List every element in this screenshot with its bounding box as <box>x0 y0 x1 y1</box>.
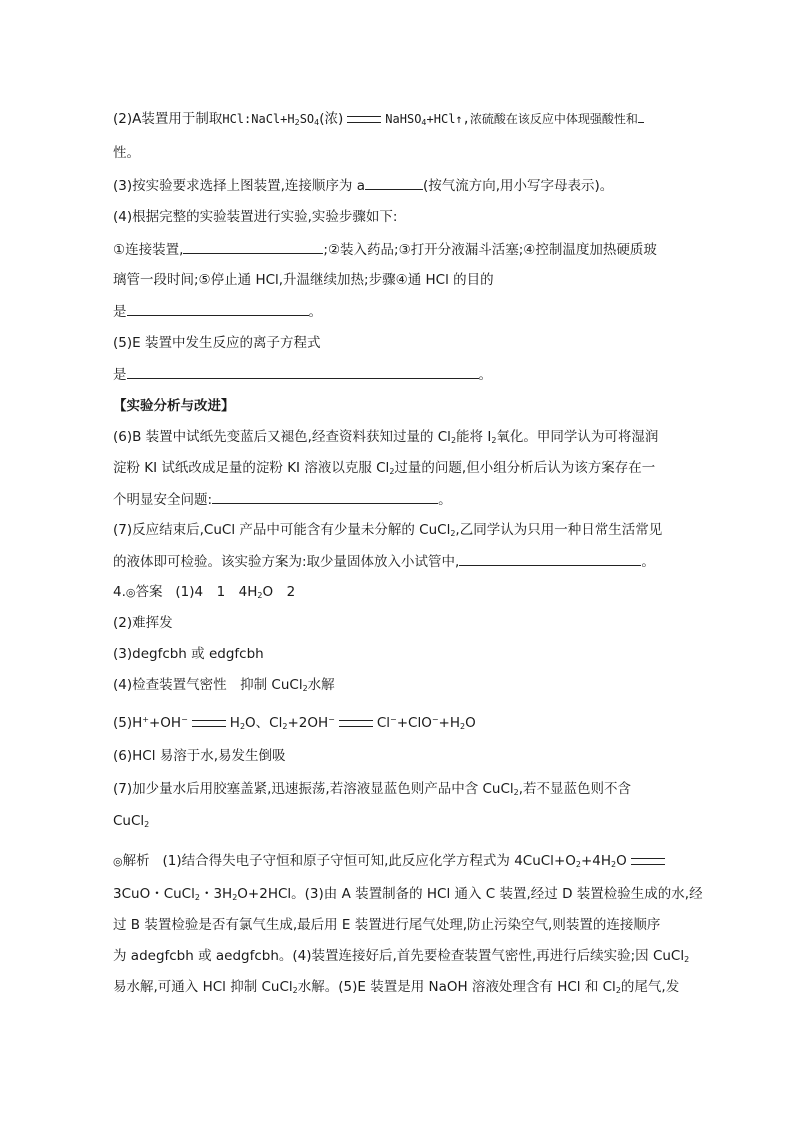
equals-sign <box>347 116 381 123</box>
q3-line <box>113 175 613 196</box>
q6-l2b: 过量的问题,但小组分析后认为该方案存在一 <box>394 460 656 476</box>
an-l5c: 的尾气,发 <box>620 979 680 995</box>
q6-line2 <box>113 458 655 482</box>
a5d: O、Cl <box>245 715 283 731</box>
an-l5b: 水解。(5)E 装置是用 NaOH 溶液处理含有 HCl 和 Cl <box>297 979 616 995</box>
sub: 2 <box>460 722 466 731</box>
analysis-line4 <box>113 946 689 970</box>
sub: 2 <box>611 860 617 869</box>
section-heading: 【实验分析与改进】 <box>113 398 235 414</box>
q4-line1 <box>113 239 657 260</box>
a5c: H <box>229 715 240 731</box>
q5-line2b: 。 <box>478 367 492 383</box>
sub: 2 <box>282 722 288 731</box>
q6-l2a: 淀粉 KI 试纸改成足量的淀粉 KI 溶液以克服 Cl <box>113 460 390 476</box>
sub: 4 <box>421 118 427 127</box>
q6-l1a: (6)B 装置中试纸先变蓝后又褪色,经查资料获知过量的 Cl <box>113 429 451 445</box>
a7c: CuCl <box>113 813 145 829</box>
q2-line2: 性。 <box>113 145 140 161</box>
analysis-line3: 过 B 装置检验是否有氯气生成,最后用 E 装置进行尾气处理,防止污染空气,则装置的连接顺序 <box>113 917 661 933</box>
q2-prod1: NaHSO <box>385 112 422 126</box>
answer-blank[interactable] <box>212 489 438 504</box>
sub: 2 <box>144 820 150 829</box>
sub: 4 <box>314 118 320 127</box>
q6-line1 <box>113 427 658 451</box>
sub: 2 <box>257 591 263 600</box>
q7-l1a: (7)反应结束后,CuCl 产品中可能含有少量未分解的 CuCl <box>113 522 451 538</box>
an-l1b: +4H <box>580 853 612 869</box>
sub: 2 <box>294 118 300 127</box>
q6-line3 <box>113 489 452 510</box>
q2-prod2: +HCl↑,浓硫酸在该反应中体现强酸性和 <box>426 112 638 126</box>
a5f: Cl <box>376 715 391 731</box>
answer-title: 答案 <box>135 584 163 600</box>
q4-s3a: 是 <box>113 304 127 320</box>
q6-l3a: 个明显安全问题: <box>113 492 213 508</box>
q2-formula: HCl:NaCl+H <box>222 112 295 126</box>
a7b: ,若不显蓝色则不含 <box>518 781 632 797</box>
analysis-title: 解析 <box>122 853 150 869</box>
answer-1b: O 2 <box>262 584 296 600</box>
q4-line3 <box>113 301 322 322</box>
sub: 2 <box>615 986 621 995</box>
q2-conc: (浓) <box>319 111 344 127</box>
a5a: (5)H <box>113 715 143 731</box>
q6-l1b: 能将 I <box>456 429 492 445</box>
analysis-line5 <box>113 977 679 1001</box>
a7a: (7)加少量水后用胶塞盖紧,迅速振荡,若溶液显蓝色则产品中含 CuCl <box>113 781 514 797</box>
answer-blank[interactable] <box>183 239 323 254</box>
a5e: +2OH <box>287 715 329 731</box>
q3-text-a: (3)按实验要求选择上图装置,连接顺序为 a <box>113 178 365 194</box>
analysis-line1 <box>113 851 669 875</box>
analysis-mark-icon: ◎ <box>113 855 123 868</box>
sub: 2 <box>684 955 690 964</box>
sub: 2 <box>450 529 456 538</box>
sup: − <box>328 715 335 724</box>
question-number: 4. <box>113 584 126 600</box>
answer-mark-icon: ◎ <box>125 586 136 599</box>
sub: 2 <box>302 684 308 693</box>
q4-line2: 璃管一段时间;⑤停止通 HCl,升温继续加热;步骤④通 HCl 的目的 <box>113 272 494 288</box>
answer-6: (6)HCl 易溶于水,易发生倒吸 <box>113 748 286 764</box>
equals-sign <box>192 720 226 727</box>
answer-2: (2)难挥发 <box>113 615 173 631</box>
an-l1a: (1)结合得失电子守恒和原子守恒可知,此反应化学方程式为 4CuCl+O <box>162 853 576 869</box>
answer-4a: (4)检查装置气密性 抑制 CuCl <box>113 677 303 693</box>
sup: − <box>181 715 188 724</box>
sup: + <box>142 715 149 724</box>
q2-line1 <box>113 108 644 133</box>
answer-1: (1)4 1 4H <box>175 584 258 600</box>
q4-s1: ①连接装置, <box>113 242 184 258</box>
equals-sign <box>339 720 373 727</box>
q5-line2a: 是 <box>113 367 127 383</box>
an-l1c: O <box>616 853 627 869</box>
q6-l3b: 。 <box>438 492 452 508</box>
q4-s3b: 。 <box>308 304 322 320</box>
q5-line2 <box>113 364 492 385</box>
answer-7a <box>113 779 631 803</box>
q7-l2a: 的液体即可检验。该实验方案为:取少量固体放入小试管中, <box>113 554 460 570</box>
q2-text: (2)A装置用于制取 <box>113 111 223 127</box>
sub: 2 <box>575 860 581 869</box>
q4-s1b: ;②装入药品;③打开分液漏斗活塞;④控制温度加热硬质玻 <box>323 242 657 258</box>
an-l2c: O+2HCl。(3)由 A 装置制备的 HCl 通入 C 装置,经过 D 装置检验生成的水,经 <box>237 886 703 902</box>
answer-7b <box>113 811 149 835</box>
sub: 2 <box>491 436 497 445</box>
q2-so4: SO <box>299 112 315 126</box>
a5i: O <box>465 715 476 731</box>
answer-blank[interactable] <box>127 301 309 316</box>
q7-line1 <box>113 520 662 544</box>
an-l5a: 易水解,可通入 HCl 抑制 CuCl <box>113 979 293 995</box>
sub: 2 <box>292 986 298 995</box>
q5-line1: (5)E 装置中发生反应的离子方程式 <box>113 335 321 351</box>
an-l2b: ・3H <box>199 886 233 902</box>
q6-l1c: 氧化。甲同学认为可将湿润 <box>496 429 659 445</box>
an-l4a: 为 adegfcbh 或 aedgfcbh。(4)装置连接好后,首先要检查装置气密性,再进行后续实验;因 CuCl <box>113 948 685 964</box>
sub: 2 <box>389 467 395 476</box>
answer-5 <box>113 710 476 737</box>
sub: 2 <box>232 893 238 902</box>
a5g: +ClO <box>396 715 432 731</box>
q7-l2b: 。 <box>641 554 655 570</box>
equals-sign <box>631 858 665 865</box>
q4-intro: (4)根据完整的实验装置进行实验,实验步骤如下: <box>113 209 398 225</box>
answer-blank[interactable] <box>459 551 641 566</box>
sup: − <box>390 715 397 724</box>
a5b: +OH <box>148 715 182 731</box>
q7-line2 <box>113 551 655 572</box>
an-l2a: 3CuO・CuCl <box>113 886 195 902</box>
q3-text-b: (按气流方向,用小写字母表示)。 <box>422 178 614 194</box>
sup: − <box>431 715 439 724</box>
sub: 2 <box>194 893 200 902</box>
sub: 2 <box>513 788 519 797</box>
analysis-line2 <box>113 884 703 908</box>
answer-blank[interactable] <box>638 108 644 123</box>
sub: 2 <box>239 722 246 731</box>
q7-l1b: ,乙同学认为只用一种日常生活常见 <box>455 522 663 538</box>
answer-4 <box>113 675 335 699</box>
answer-3: (3)degfcbh 或 edgfcbh <box>113 646 264 662</box>
answer-4b: 水解 <box>307 677 335 693</box>
a5h: +H <box>438 715 461 731</box>
sub: 2 <box>450 436 457 445</box>
answer-blank[interactable] <box>365 175 423 190</box>
answer-blank[interactable] <box>127 364 479 379</box>
answer-header <box>113 582 295 606</box>
